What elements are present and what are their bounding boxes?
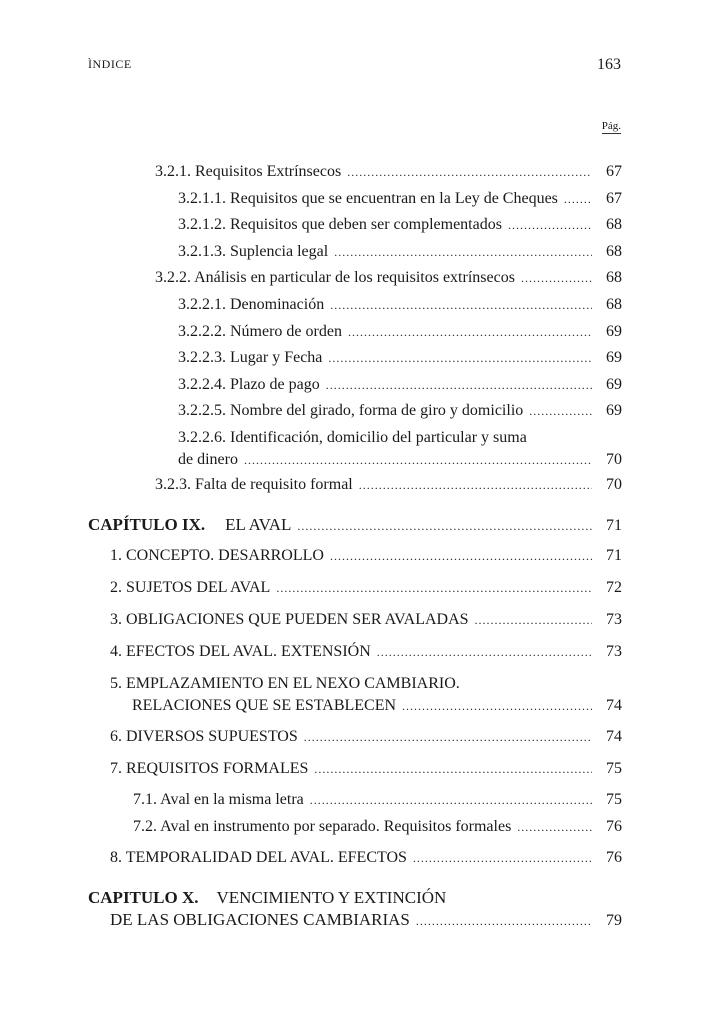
toc-entry-line [110, 695, 622, 717]
toc-entry-label: 3.2.2.6. Identificación, domicilio del particular y suma [178, 429, 527, 446]
toc-entry-label: 3.2.2.4. Plazo de pago [178, 376, 320, 393]
toc-entry [178, 294, 622, 316]
toc-entry [110, 847, 622, 869]
toc-entry-label: 7. REQUISITOS FORMALES [110, 760, 309, 777]
chapter-number: CAPITULO X. [88, 888, 199, 907]
toc-entry-label: 4. EFECTOS DEL AVAL. EXTENSIÓN [110, 643, 371, 660]
dot-leader [416, 910, 592, 932]
toc-entry-page: 69 [606, 349, 622, 366]
toc-entry-label: 8. TEMPORALIDAD DEL AVAL. EFECTOS [110, 849, 407, 866]
dot-leader [347, 161, 592, 183]
toc-entry [178, 188, 622, 210]
dot-leader [314, 758, 592, 780]
dot-leader [529, 400, 592, 422]
toc-entry [178, 400, 622, 422]
toc-entry-label: 3.2.2. Análisis en particular de los requisitos extrínsecos [155, 269, 515, 286]
dot-leader [310, 789, 592, 811]
dot-leader [326, 374, 592, 396]
toc-entry-page: 68 [606, 296, 622, 313]
dot-leader [413, 847, 592, 869]
toc-entry-label: 6. DIVERSOS SUPUESTOS [110, 728, 298, 745]
toc-entry [178, 347, 622, 369]
dot-leader [330, 545, 592, 567]
toc-chapter-entry [88, 514, 622, 537]
toc-entry-line [178, 449, 622, 471]
toc-entry-label: 3. OBLIGACIONES QUE PUEDEN SER AVALADAS [110, 611, 469, 628]
dot-leader [328, 347, 592, 369]
toc-entry-page: 69 [606, 376, 622, 393]
toc-entry-label: 3.2.2.3. Lugar y Fecha [178, 349, 323, 366]
toc-entry-page: 71 [606, 547, 622, 564]
dot-leader [402, 695, 592, 717]
toc-entry [178, 241, 622, 263]
toc-entry [178, 321, 622, 343]
toc-entry-page: 74 [606, 697, 622, 714]
dot-leader [244, 449, 592, 471]
toc-entry [178, 214, 622, 236]
chapter-number: CAPÍTULO IX. [88, 515, 206, 534]
toc-entry [110, 758, 622, 780]
toc-entry-page: 68 [606, 269, 622, 286]
dot-leader [508, 214, 592, 236]
toc-entry-label: 3.2.2.5. Nombre del girado, forma de giro y domicilio [178, 402, 524, 419]
toc-entry-line [88, 909, 622, 932]
toc-entry-page: 79 [606, 912, 622, 929]
toc-entry [155, 161, 622, 183]
toc-entry [110, 641, 622, 663]
dot-leader [348, 321, 592, 343]
toc-entry-label: 7.2. Aval en instrumento por separado. Requisitos formales [133, 818, 512, 835]
dot-leader [276, 577, 592, 599]
toc-entry-label: 2. SUJETOS DEL AVAL [110, 579, 271, 596]
dot-leader [359, 474, 592, 496]
chapter-title: EL AVAL [225, 515, 292, 534]
toc-entry-label: 3.2.1.1. Requisitos que se encuentran en la Ley de Cheques [178, 190, 558, 207]
toc-entry [155, 474, 622, 496]
running-head: ÌNDICE [88, 57, 132, 71]
toc-entry-page: 70 [606, 476, 622, 493]
dot-leader [475, 609, 592, 631]
toc-entry [133, 789, 622, 811]
toc-entry [110, 545, 622, 567]
toc-entry-label: 3.2.2.1. Denominación [178, 296, 325, 313]
dot-leader [517, 816, 592, 838]
chapter-title-continued: DE LAS OBLIGACIONES CAMBIARIAS [110, 910, 410, 929]
toc-entry [110, 577, 622, 599]
toc-entry-page: 75 [606, 791, 622, 808]
toc-chapter-entry [88, 887, 622, 932]
dot-leader [297, 515, 592, 537]
toc-entry-label-continued: de dinero [178, 451, 238, 468]
toc-entry-page: 76 [606, 818, 622, 835]
toc-entry-label: 3.2.2.2. Número de orden [178, 323, 342, 340]
toc-entry-label-continued: RELACIONES QUE SE ESTABLECEN [132, 697, 397, 714]
toc-entry-page: 72 [606, 579, 622, 596]
toc-entry [110, 609, 622, 631]
toc-entry-label: 3.2.1.3. Suplencia legal [178, 243, 329, 260]
toc-entry [110, 673, 622, 717]
toc-entry-page: 76 [606, 849, 622, 866]
toc-entry-page: 69 [606, 323, 622, 340]
chapter-heading [88, 887, 622, 909]
toc-entry-page: 69 [606, 402, 622, 419]
toc-entry [155, 267, 622, 289]
toc-entry-page: 67 [606, 190, 622, 207]
toc-entry-label: 3.2.1. Requisitos Extrínsecos [155, 163, 342, 180]
toc-entry [110, 726, 622, 748]
toc-entry-label: 1. CONCEPTO. DESARROLLO [110, 547, 324, 564]
toc-entry-page: 70 [606, 451, 622, 468]
toc-entry [133, 816, 622, 838]
toc-entry-label: 7.1. Aval en la misma letra [133, 791, 304, 808]
toc-entry-page: 71 [606, 517, 622, 534]
toc-entry-page: 75 [606, 760, 622, 777]
toc-entry-page: 73 [606, 643, 622, 660]
toc-entry-label: 3.2.3. Falta de requisito formal [155, 476, 353, 493]
page-column-label: Pág. [601, 120, 621, 132]
toc-entry [178, 374, 622, 396]
dot-leader [377, 641, 592, 663]
dot-leader [330, 294, 592, 316]
dot-leader [334, 241, 592, 263]
chapter-title: VENCIMIENTO Y EXTINCIÓN [216, 888, 447, 907]
toc-entry-page: 67 [606, 163, 622, 180]
toc-entry-page: 68 [606, 243, 622, 260]
toc-entry-label: 3.2.1.2. Requisitos que deben ser complementados [178, 216, 502, 233]
page-number: 163 [597, 56, 621, 73]
toc-entry [178, 427, 622, 471]
toc-entry-page: 68 [606, 216, 622, 233]
toc-entry-page: 74 [606, 728, 622, 745]
toc-entry-label: 5. EMPLAZAMIENTO EN EL NEXO CAMBIARIO. [110, 675, 460, 692]
toc-entry-page: 73 [606, 611, 622, 628]
dot-leader [564, 188, 592, 210]
chapter-heading [88, 514, 291, 536]
dot-leader [304, 726, 592, 748]
dot-leader [521, 267, 592, 289]
